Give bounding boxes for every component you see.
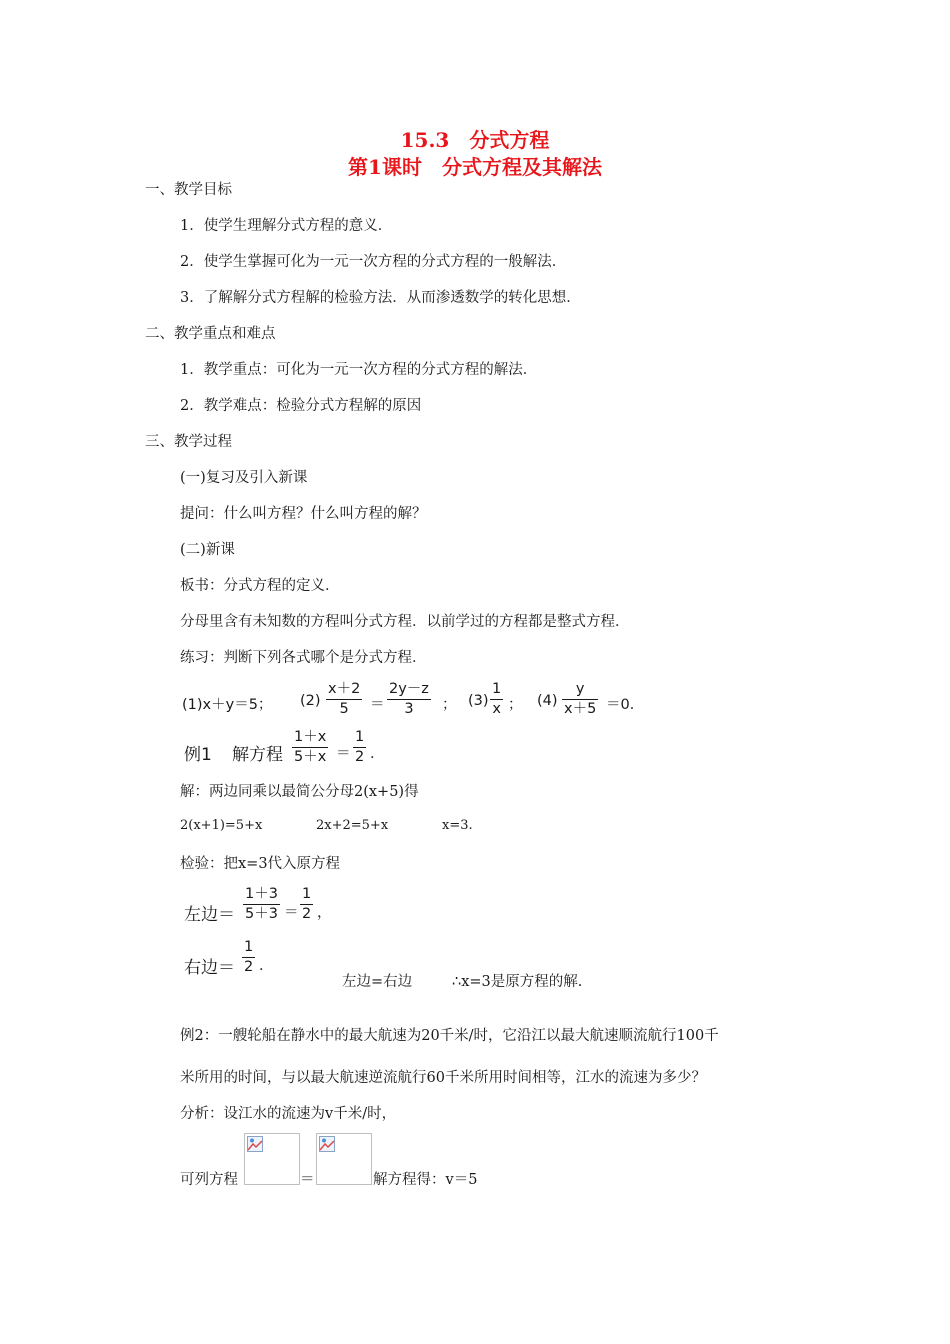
example2-line1: 例2：一艘轮船在静水中的最大航速为20千米/时，它沿江以最大航速顺流航行100千 <box>180 1028 719 1044</box>
exercise-4-label: (4) <box>537 693 558 709</box>
right-side-fraction <box>242 940 255 974</box>
page-subtitle: 第1课时 分式方程及其解法 <box>348 155 602 179</box>
exercise-prompt: 练习：判断下列各式哪个是分式方程． <box>180 650 427 666</box>
exercise-2-label: (2) <box>300 693 321 709</box>
denominator: x＋5 <box>564 700 597 717</box>
board-text: 板书：分式方程的定义． <box>180 578 340 594</box>
page-title: 15.3 分式方程 <box>400 128 550 152</box>
example1-equals: ＝ <box>336 746 351 762</box>
example1-lhs-fraction <box>292 730 328 764</box>
section-heading-keypoints: 二、教学重点和难点 <box>145 326 276 342</box>
right-side-label: 右边＝ <box>184 958 235 978</box>
example1-solution: 解：两边同乘以最简公分母2(x+5)得 <box>180 784 419 800</box>
denominator: 3 <box>404 700 414 717</box>
keypoint-item: 2．教学难点：检验分式方程解的原因 <box>180 398 422 414</box>
exercise-4-fraction <box>562 682 598 716</box>
example1-end: ． <box>370 746 385 762</box>
denominator: 5＋x <box>294 748 327 765</box>
example1-step2: 2x+2=5+x <box>316 818 389 833</box>
numerator: 1 <box>355 729 365 745</box>
broken-image-icon <box>247 1136 263 1152</box>
example2-equals: ＝ <box>300 1172 315 1188</box>
numerator: 2y－z <box>389 681 429 697</box>
exercise-1: (1)x＋y＝5； <box>182 697 273 713</box>
numerator: 1 <box>492 681 502 697</box>
section-heading-process: 三、教学过程 <box>145 434 232 450</box>
denominator: 2 <box>355 748 365 765</box>
section-heading-objectives: 一、教学目标 <box>145 182 232 198</box>
left-side-label: 左边＝ <box>184 905 235 925</box>
left-side-fraction <box>243 887 280 921</box>
exercise-3-end: ； <box>508 697 523 713</box>
numerator: 1 <box>244 939 254 955</box>
right-side-end: ． <box>259 958 274 974</box>
subsection-new-lesson: (二)新课 <box>180 542 235 558</box>
broken-image-icon <box>319 1136 335 1152</box>
exercise-2-fraction-right <box>387 682 431 716</box>
exercise-2-fraction-left <box>326 682 362 716</box>
objective-item: 3．了解解分式方程解的检验方法．从而渗透数学的转化思想． <box>180 290 581 306</box>
example1-step3: x=3. <box>442 818 473 833</box>
conclusion-solution: ∴x=3是原方程的解. <box>452 974 583 990</box>
broken-image-right <box>316 1133 372 1185</box>
subsection-review: (一)复习及引入新课 <box>180 470 308 486</box>
example2-analysis: 分析：设江水的流速为v千米/时， <box>180 1106 397 1122</box>
definition-text: 分母里含有未知数的方程叫分式方程．以前学过的方程都是整式方程． <box>180 614 630 630</box>
denominator: 2 <box>302 905 312 922</box>
denominator: 2 <box>244 958 254 975</box>
question-text: 提问：什么叫方程？什么叫方程的解？ <box>180 506 427 522</box>
numerator: 1＋3 <box>245 886 278 902</box>
example1-prompt: 解方程 <box>232 745 283 765</box>
denominator: x <box>492 700 501 717</box>
denominator: 5＋3 <box>245 905 278 922</box>
exercise-2-end: ； <box>442 697 457 713</box>
denominator: 5 <box>339 700 349 717</box>
exercise-4-end: ＝0． <box>606 697 645 713</box>
keypoint-item: 1．教学重点：可化为一元一次方程的分式方程的解法． <box>180 362 538 378</box>
objective-item: 2．使学生掌握可化为一元一次方程的分式方程的一般解法． <box>180 254 567 270</box>
exercise-3-label: (3) <box>468 693 489 709</box>
numerator: 1 <box>302 886 312 902</box>
objective-item: 1．使学生理解分式方程的意义． <box>180 218 393 234</box>
numerator: 1＋x <box>294 729 327 745</box>
conclusion-equal: 左边=右边 <box>342 974 413 990</box>
example2-setup: 可列方程 <box>180 1172 238 1188</box>
left-side-end: ， <box>317 905 332 921</box>
broken-image-left <box>244 1133 300 1185</box>
example2-line2: 米所用的时间，与以最大航速逆流航行60千米所用时间相等，江水的流速为多少？ <box>180 1070 706 1086</box>
numerator: y <box>575 681 585 697</box>
exercise-3-fraction <box>490 682 503 716</box>
exercise-2-equals: ＝ <box>370 697 385 713</box>
example2-result: 解方程得：v＝5 <box>373 1172 478 1188</box>
example1-label: 例1 <box>184 745 212 765</box>
example1-check: 检验：把x=3代入原方程 <box>180 856 341 872</box>
numerator: x＋2 <box>328 681 361 697</box>
left-side-result <box>300 887 313 921</box>
left-side-equals: ＝ <box>284 905 299 921</box>
example1-rhs-fraction <box>353 730 366 764</box>
example1-step1: 2(x+1)=5+x <box>180 818 263 833</box>
